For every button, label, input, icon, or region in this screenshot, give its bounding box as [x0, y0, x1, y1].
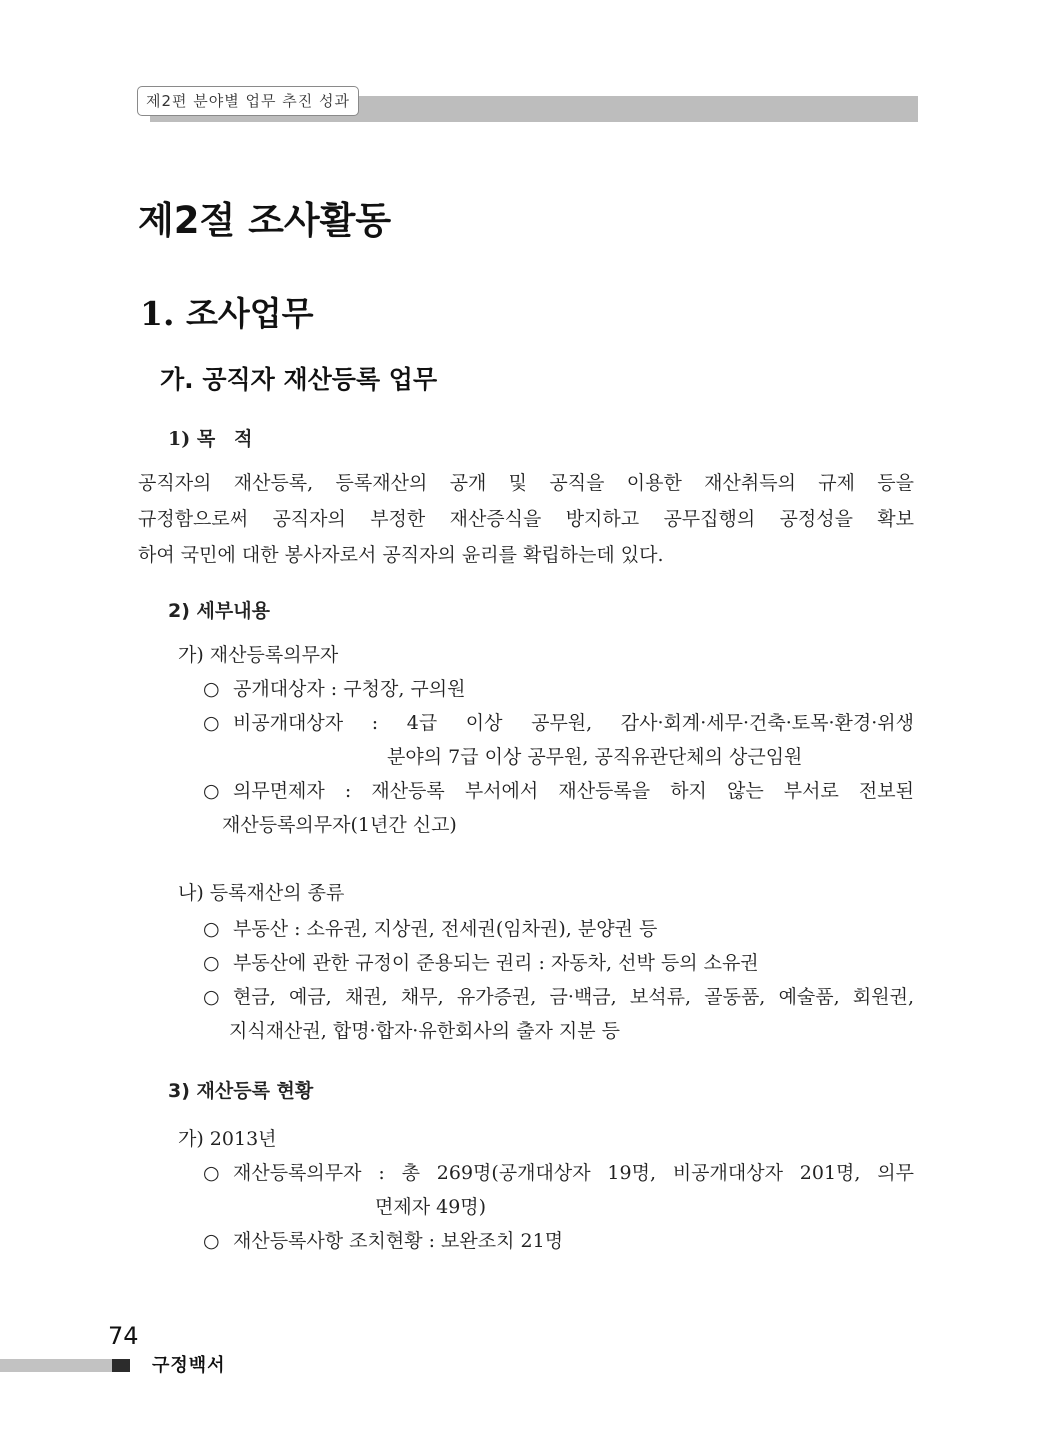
subsection-title: 가. 공직자 재산등록 업무	[160, 365, 438, 394]
status-heading: 3) 재산등록 현황	[168, 1080, 314, 1102]
footer-bar	[0, 1359, 112, 1372]
details-group-b-label: 나) 등록재산의 종류	[178, 882, 345, 904]
running-header-title: 제2편 분야별 업무 추진 성과	[137, 86, 359, 116]
purpose-line: 규정함으로써 공직자의 부정한 재산증식을 방지하고 공무집행의 공정성을 확보	[138, 508, 914, 530]
chapter-title: 제2절 조사활동	[138, 199, 392, 242]
bullet-mark: ○	[203, 780, 220, 802]
list-item: ○ 의무면제자 : 재산등록 부서에서 재산등록을 하지 않는 부서로 전보된 재산등록의무자(1년간 신고)	[203, 774, 914, 842]
list-item: ○ 부동산 : 소유권, 지상권, 전세권(임차권), 분양권 등	[203, 912, 657, 946]
list-item: ○ 현금, 예금, 채권, 채무, 유가증권, 금·백금, 보석류, 골동품, 예술품, 회원권, 지식재산권, 합명·합자·유한회사의 출자 지분 등	[203, 980, 914, 1048]
list-item: ○ 부동산에 관한 규정이 준용되는 권리 : 자동차, 선박 등의 소유권	[203, 946, 759, 980]
footer-book-title: 구정백서	[152, 1355, 226, 1376]
purpose-line: 공직자의 재산등록, 등록재산의 공개 및 공직을 이용한 재산취득의 규제 등을	[138, 472, 914, 494]
page-number: 74	[108, 1322, 139, 1350]
details-group-a-label: 가) 재산등록의무자	[178, 644, 339, 666]
list-item: ○ 재산등록사항 조치현황 : 보완조치 21명	[203, 1224, 563, 1258]
bullet-mark: ○	[203, 1230, 220, 1252]
purpose-heading: 1) 목 적	[168, 428, 253, 450]
list-item: ○ 공개대상자 : 구청장, 구의원	[203, 672, 465, 706]
details-heading: 2) 세부내용	[168, 600, 270, 622]
bullet-mark: ○	[203, 678, 220, 700]
bullet-mark: ○	[203, 918, 220, 940]
footer-square	[112, 1359, 130, 1372]
status-group-a-label: 가) 2013년	[178, 1128, 277, 1150]
bullet-mark: ○	[203, 952, 220, 974]
bullet-mark: ○	[203, 986, 220, 1008]
list-item: ○ 비공개대상자 : 4급 이상 공무원, 감사·회계·세무·건축·토목·환경·위생 분야의 7급 이상 공무원, 공직유관단체의 상근임원	[203, 706, 914, 774]
list-item: ○ 재산등록의무자 : 총 269명(공개대상자 19명, 비공개대상자 201명, 의무 면제자 49명)	[203, 1156, 914, 1224]
section-title: 1. 조사업무	[140, 294, 314, 333]
purpose-paragraph	[138, 465, 914, 573]
purpose-line: 하여 국민에 대한 봉사자로서 공직자의 윤리를 확립하는데 있다.	[138, 544, 664, 566]
bullet-mark: ○	[203, 712, 220, 734]
bullet-mark: ○	[203, 1162, 220, 1184]
